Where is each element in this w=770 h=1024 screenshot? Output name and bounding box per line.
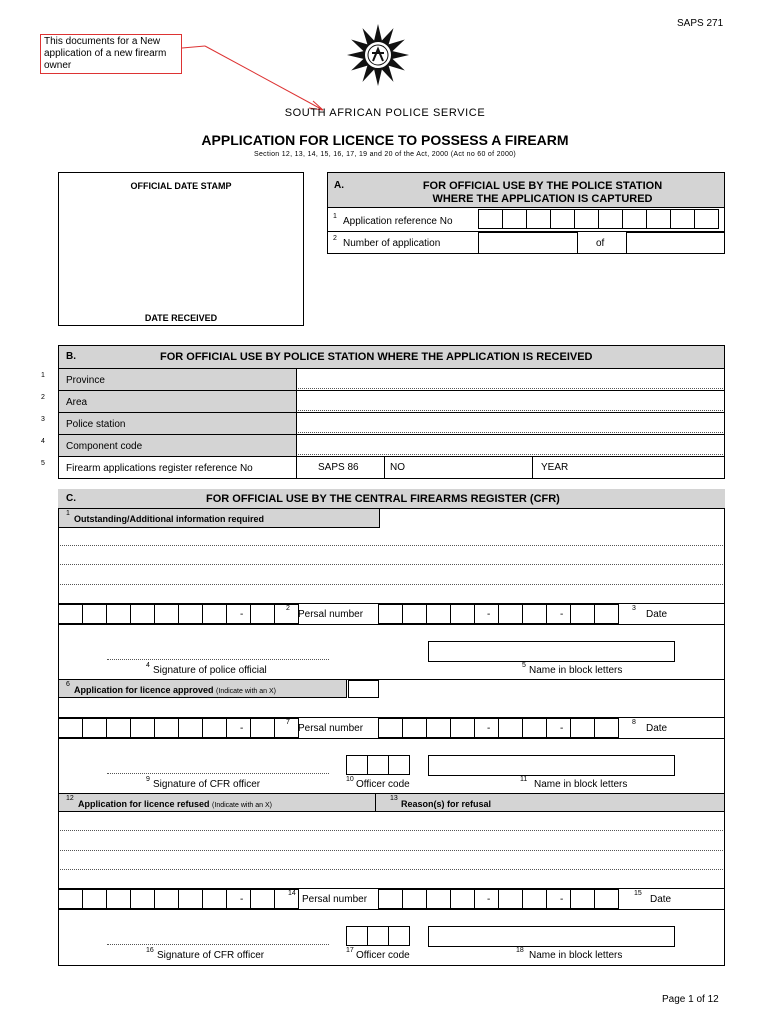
name-block-letters-label: Name in block letters xyxy=(529,950,623,961)
refused-label xyxy=(78,798,272,812)
cell-divider xyxy=(532,456,533,479)
official-date-stamp-box xyxy=(58,172,304,326)
police-signature-line[interactable] xyxy=(107,659,329,660)
register-reference-label: Firearm applications register reference No xyxy=(66,463,253,474)
name-block-letters-label: Name in block letters xyxy=(529,665,623,676)
police-station-input-line[interactable] xyxy=(298,432,723,433)
field-number: 5 xyxy=(522,662,526,669)
page-title: APPLICATION FOR LICENCE TO POSSESS A FIREARM xyxy=(201,132,569,148)
indicate-note: (Indicate with an X) xyxy=(216,688,276,695)
reasons-line[interactable] xyxy=(60,850,723,851)
section-b-letter: B. xyxy=(66,351,76,362)
row-divider xyxy=(58,434,725,435)
row-number: 5 xyxy=(41,460,45,467)
field-number: 6 xyxy=(66,681,70,688)
cell-divider xyxy=(384,456,385,479)
row-divider xyxy=(58,909,725,910)
cfr-signature-label: Signature of CFR officer xyxy=(157,950,265,961)
dash: - xyxy=(240,894,244,905)
cell-divider xyxy=(375,794,376,812)
section-c-letter: C. xyxy=(66,493,76,504)
field-number: 1 xyxy=(333,213,337,220)
page-subtitle: Section 12, 13, 14, 15, 16, 17, 19 and 20 of the Act, 2000 (Act no 60 of 2000) xyxy=(254,151,516,158)
field-number: 4 xyxy=(146,662,150,669)
officer-code-label: Officer code xyxy=(356,950,410,961)
field-number: 12 xyxy=(66,795,74,802)
field-number: 9 xyxy=(146,776,150,783)
dash: - xyxy=(560,894,564,905)
officer-code-label: Officer code xyxy=(356,779,410,790)
field-number: 3 xyxy=(632,605,636,612)
police-station-label: Police station xyxy=(66,419,126,430)
number-of-application-field[interactable] xyxy=(478,232,578,254)
saps-emblem-icon xyxy=(345,22,411,88)
section-b-column-divider xyxy=(296,368,297,479)
dash: - xyxy=(487,609,491,620)
name-block-letters-label: Name in block letters xyxy=(534,779,628,790)
section-c-title: FOR OFFICIAL USE BY THE CENTRAL FIREARMS REGISTER (CFR) xyxy=(206,493,560,505)
of-label: of xyxy=(596,238,605,249)
outstanding-info-label: Outstanding/Additional information required xyxy=(74,514,264,524)
persal-number-label: Persal number xyxy=(298,723,364,734)
cfr-signature-label: Signature of CFR officer xyxy=(153,779,261,790)
date-label: Date xyxy=(646,723,668,734)
officer-code-cells[interactable] xyxy=(346,926,409,946)
row-divider xyxy=(58,412,725,413)
persal-number-cells[interactable] xyxy=(378,889,618,909)
date-label: Date xyxy=(646,609,668,620)
section-a-title-1: FOR OFFICIAL USE BY THE POLICE STATION xyxy=(422,180,663,192)
field-number: 2 xyxy=(333,235,337,242)
row-number: 2 xyxy=(41,394,45,401)
id-number-cells[interactable] xyxy=(58,718,298,738)
outstanding-info-line[interactable] xyxy=(60,564,723,565)
date-received-label: DATE RECEIVED xyxy=(144,313,218,323)
area-label: Area xyxy=(66,397,88,408)
no-label: NO xyxy=(390,462,405,473)
application-reference-cells[interactable] xyxy=(478,209,718,229)
field-number: 2 xyxy=(286,605,290,612)
section-a-letter: A. xyxy=(334,180,344,191)
id-number-cells[interactable] xyxy=(58,889,298,909)
reasons-line[interactable] xyxy=(60,869,723,870)
id-number-cells[interactable] xyxy=(58,604,298,624)
note-text: This documents for a New application of a new firearm owner xyxy=(44,36,167,71)
outstanding-info-line[interactable] xyxy=(60,584,723,585)
refused-text: Application for licence refused xyxy=(78,799,210,809)
persal-number-label: Persal number xyxy=(298,609,364,620)
police-name-field[interactable] xyxy=(428,641,675,662)
cfr-name-field[interactable] xyxy=(428,755,675,776)
cfr-signature-line[interactable] xyxy=(107,773,329,774)
outstanding-info-line[interactable] xyxy=(60,545,723,546)
persal-number-cells[interactable] xyxy=(378,604,618,624)
component-code-label: Component code xyxy=(66,441,143,452)
reasons-line[interactable] xyxy=(60,830,723,831)
field-number: 16 xyxy=(146,947,154,954)
persal-number-label: Persal number xyxy=(302,894,368,905)
total-applications-field[interactable] xyxy=(626,232,725,254)
approved-text: Application for licence approved xyxy=(74,685,214,695)
police-signature-label: Signature of police official xyxy=(153,665,267,676)
row-divider xyxy=(58,390,725,391)
field-number: 1 xyxy=(66,510,70,517)
saps86-label: SAPS 86 xyxy=(318,462,359,473)
field-number: 8 xyxy=(632,719,636,726)
organisation-name: SOUTH AFRICAN POLICE SERVICE xyxy=(284,107,486,119)
field-number: 13 xyxy=(390,795,398,802)
dash: - xyxy=(487,894,491,905)
row-number: 4 xyxy=(41,438,45,445)
cfr-name-field[interactable] xyxy=(428,926,675,947)
area-input-line[interactable] xyxy=(298,410,723,411)
application-reference-label: Application reference No xyxy=(343,216,453,227)
year-label: YEAR xyxy=(541,462,569,473)
section-b-title: FOR OFFICIAL USE BY POLICE STATION WHERE THE APPLICATION IS RECEIVED xyxy=(160,351,593,363)
reasons-label: Reason(s) for refusal xyxy=(401,799,492,809)
row-number: 1 xyxy=(41,372,45,379)
row-number: 3 xyxy=(41,416,45,423)
field-number: 18 xyxy=(516,947,524,954)
dash: - xyxy=(560,609,564,620)
row-divider xyxy=(58,738,725,739)
dash: - xyxy=(240,609,244,620)
number-of-application-label: Number of application xyxy=(343,238,441,249)
field-number: 10 xyxy=(346,776,354,783)
cfr-signature-line[interactable] xyxy=(107,944,329,945)
stamp-label: OFFICIAL DATE STAMP xyxy=(130,181,232,191)
page-number: Page 1 of 12 xyxy=(662,994,719,1005)
date-label: Date xyxy=(650,894,672,905)
row-divider xyxy=(58,624,725,625)
persal-number-cells[interactable] xyxy=(378,718,618,738)
component-code-input-line[interactable] xyxy=(298,454,723,455)
province-input-line[interactable] xyxy=(298,388,723,389)
province-label: Province xyxy=(66,375,105,386)
field-number: 14 xyxy=(288,890,296,897)
approved-checkbox[interactable] xyxy=(348,680,379,698)
officer-code-cells[interactable] xyxy=(346,755,409,775)
section-a-title-2: WHERE THE APPLICATION IS CAPTURED xyxy=(432,193,653,205)
dash: - xyxy=(560,723,564,734)
row-divider xyxy=(58,456,725,457)
field-number: 17 xyxy=(346,947,354,954)
field-number: 15 xyxy=(634,890,642,897)
indicate-note: (Indicate with an X) xyxy=(212,802,272,809)
approved-label xyxy=(74,684,276,698)
field-number: 11 xyxy=(520,776,528,783)
field-number: 7 xyxy=(286,719,290,726)
dash: - xyxy=(487,723,491,734)
dash: - xyxy=(240,723,244,734)
form-code: SAPS 271 xyxy=(677,18,724,29)
